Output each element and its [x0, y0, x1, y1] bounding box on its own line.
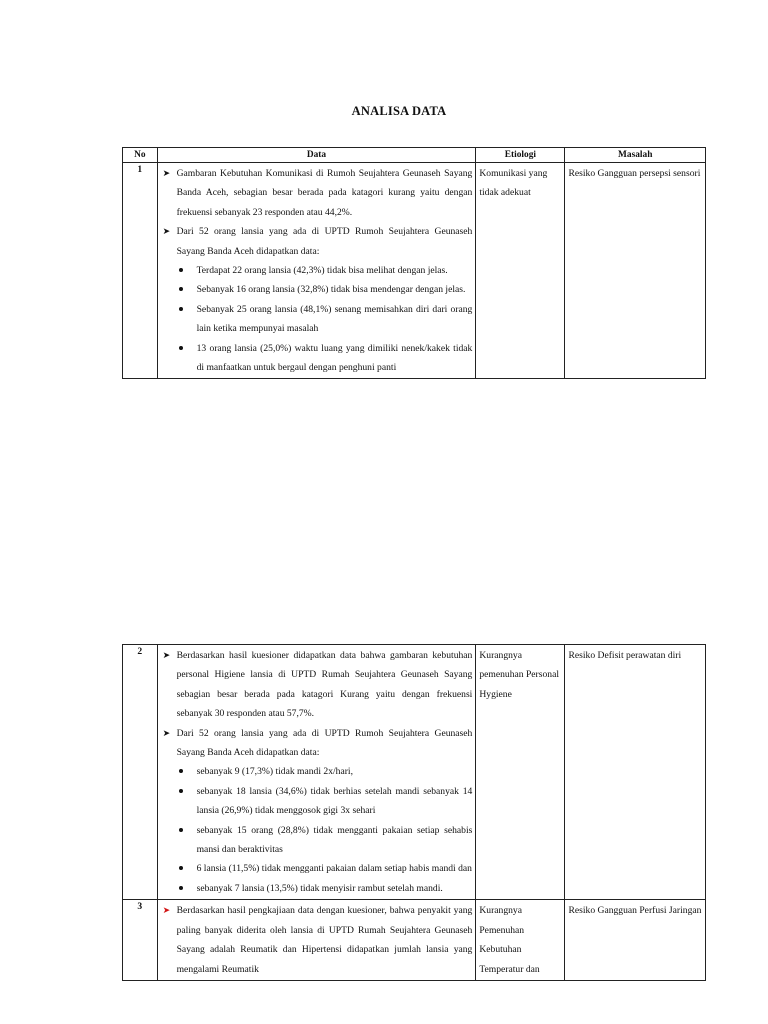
bullet-list — [163, 261, 473, 377]
arrow-bullet-icon: ➤ — [162, 168, 171, 178]
arrow-bullet-icon: ➤ — [162, 727, 171, 738]
bullet-dot-icon — [179, 346, 183, 350]
table-header-row — [123, 148, 706, 163]
masalah-cell: Resiko Gangguan persepsi sensori — [565, 163, 706, 379]
etiologi-cell: Kurangnya pemenuhan Personal Hygiene — [476, 645, 565, 900]
analysis-table-2 — [122, 644, 706, 981]
etiologi-cell: Komunikasi yang tidak adekuat — [476, 163, 565, 379]
bullet-item: Terdapat 22 orang lansia (42,3%) tidak bisa melihat dengan jelas. — [163, 261, 473, 280]
header-masalah: Masalah — [565, 148, 706, 163]
header-data: Data — [157, 148, 476, 163]
bullet-dot-icon — [179, 268, 183, 272]
bullet-dot-icon — [179, 866, 183, 870]
bullet-item: 13 orang lansia (25,0%) waktu luang yang dimiliki nenek/kakek tidak di manfaatkan untuk bergaul dengan penghuni panti — [163, 339, 473, 378]
arrow-bullet-icon: ➤ — [162, 905, 171, 916]
header-no: No — [123, 148, 158, 163]
data-cell — [157, 645, 476, 900]
bullet-dot-icon — [179, 307, 183, 311]
bullet-item: Sebanyak 16 orang lansia (32,8%) tidak bisa mendengar dengan jelas. — [163, 280, 473, 299]
bullet-item: Sebanyak 25 orang lansia (48,1%) senang memisahkan diri dari orang lain ketika mempunyai masalah — [163, 300, 473, 339]
list-item — [163, 164, 473, 222]
table-row — [123, 163, 706, 379]
item-text: Gambaran Kebutuhan Komunikasi di Rumoh Seujahtera Geunaseh Sayang Banda Aceh, sebagian besar berada pada katagori kurang yaitu dengan frekuensi sebanyak 23 responden atau 44,2%. — [176, 168, 473, 218]
row-number: 1 — [123, 163, 158, 379]
bullet-item: sebanyak 9 (17,3%) tidak mandi 2x/hari, — [163, 762, 473, 781]
analysis-table-1 — [122, 147, 706, 379]
list-item — [163, 646, 473, 724]
item-text: Berdasarkan hasil pengkajiaan data dengan kuesioner, bahwa penyakit yang paling banyak diderita oleh lansia di UPTD Rumah Seujahtera Geunaseh Sayang adalah Reumatik dan Hipertensi didapatkan jumlah lansia yang mengalami Reumatik — [176, 905, 473, 975]
data-cell — [157, 163, 476, 379]
item-text: Dari 52 orang lansia yang ada di UPTD Rumoh Seujahtera Geunaseh Sayang Banda Aceh didapatkan data: — [176, 226, 473, 257]
table-row — [123, 645, 706, 900]
row-number: 2 — [123, 645, 158, 900]
list-item — [163, 901, 473, 979]
item-text: Berdasarkan hasil kuesioner didapatkan data bahwa gambaran kebutuhan personal Higiene lansia di UPTD Rumah Seujahtera Geunaseh Sayang sebagian besar berada pada katagori Kurang yaitu dengan frekuensi sebanyak 30 responden atau 57,7%. — [176, 650, 473, 720]
list-item — [163, 724, 473, 763]
page-title: ANALISA DATA — [351, 104, 447, 118]
bullet-dot-icon — [179, 886, 183, 890]
data-cell — [157, 900, 476, 981]
arrow-bullet-icon: ➤ — [162, 650, 171, 660]
bullet-dot-icon — [179, 789, 183, 793]
bullet-dot-icon — [179, 287, 183, 291]
item-text: Dari 52 orang lansia yang ada di UPTD Rumoh Seujahtera Geunaseh Sayang Banda Aceh didapatkan data: — [176, 727, 473, 759]
header-etiologi: Etiologi — [476, 148, 565, 163]
bullet-item: sebanyak 7 lansia (13,5%) tidak menyisir rambut setelah mandi. — [163, 879, 473, 898]
masalah-cell: Resiko Defisit perawatan diri — [565, 645, 706, 900]
row-number: 3 — [123, 900, 158, 981]
bullet-list — [163, 762, 473, 898]
etiologi-cell: Kurangnya Pemenuhan Kebutuhan Temperatur dan — [476, 900, 565, 981]
bullet-item: 6 lansia (11,5%) tidak mengganti pakaian dalam setiap habis mandi dan — [163, 859, 473, 878]
bullet-item: sebanyak 15 orang (28,8%) tidak mengganti pakaian setiap sehabis mansi dan beraktivitas — [163, 821, 473, 860]
bullet-dot-icon — [179, 828, 183, 832]
masalah-cell: Resiko Gangguan Perfusi Jaringan — [565, 900, 706, 981]
arrow-bullet-icon: ➤ — [162, 226, 171, 237]
bullet-item: sebanyak 18 lansia (34,6%) tidak berhias setelah mandi sebanyak 14 lansia (26,9%) tidak menggosok gigi 3x sehari — [163, 782, 473, 821]
list-item — [163, 222, 473, 261]
bullet-dot-icon — [179, 769, 183, 773]
table-row — [123, 900, 706, 981]
